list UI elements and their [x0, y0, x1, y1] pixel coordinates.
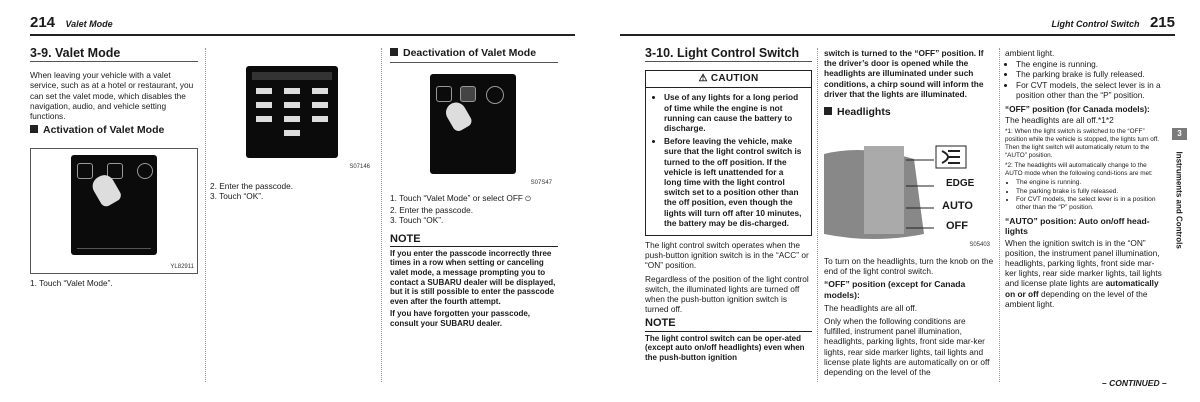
column-2-lower	[824, 256, 994, 380]
column-divider	[999, 48, 1000, 382]
left-page	[0, 0, 590, 402]
deactivation-step-3: 3. Touch “OK”.	[390, 215, 444, 226]
caution-item: • Before leaving the vehicle, make sure that the light control switch is turned to the off position. If the vehicle is left unattended for a long time with the light control switch set to a position other than the off position, even though the lights will turn off after 10 minutes, the battery may be dis-charged.	[664, 136, 803, 228]
off-position-heading: “OFF” position (except for Canada models):	[824, 279, 966, 300]
column-3	[390, 48, 558, 67]
note-text: The light control switch can be oper-ated (except auto on/off headlights) even when the push-button ignition	[645, 331, 812, 363]
page-header-left	[30, 14, 575, 36]
headlights-heading: Headlights	[824, 107, 994, 117]
body-paragraph-2: Regardless of the position of the light control switch, the illuminated lights are turned off when the push-button ignition switch is turned off.	[645, 273, 809, 315]
right-page	[610, 0, 1200, 402]
off-button-icon	[486, 86, 504, 104]
auto-position-text: When the ignition switch is in the “ON” position, the instrument panel illumination, headlights, parking lights, front side mar-ker lights, rear side marker lights, tail lights and license plate lights are automatically on or off depending on the level of the ambient light.	[1005, 237, 1162, 309]
off-position-text: The headlights are all off.	[824, 302, 918, 313]
warning-triangle-icon: ⚠	[698, 73, 708, 85]
column-1	[30, 48, 198, 139]
footnote-1: *1: When the light switch is switched to the “OFF” position while the vehicle is stopped, the lights turn off. Then the light switch will automatically return to the “AUTO” position.	[1005, 128, 1160, 160]
caution-body	[646, 88, 811, 235]
column-divider	[817, 48, 818, 382]
deactivation-heading: Deactivation of Valet Mode	[390, 48, 558, 63]
continued-marker: – CONTINUED –	[1102, 378, 1167, 388]
column-divider	[205, 48, 206, 382]
figure-valet-mode-screen	[30, 148, 198, 274]
page-header-right	[620, 14, 1175, 36]
screen-bottom-bar	[77, 248, 151, 249]
steps-2-3	[210, 181, 374, 201]
chapter-title: 3-10. Light Control Switch	[645, 48, 812, 62]
figure-code: S05403	[969, 242, 990, 248]
condition-item: • For CVT models, the select lever is in a position other than the “P” position.	[1016, 80, 1163, 100]
figure-passcode-screen	[210, 48, 374, 170]
square-bullet-icon	[30, 125, 38, 133]
condition-item: • The engine is running.	[1016, 59, 1163, 69]
passcode-keypad	[256, 88, 328, 148]
column-divider	[381, 48, 382, 382]
ambient-light-lead: ambient light.	[1005, 48, 1055, 58]
off-canada-heading: “OFF” position (for Canada models):	[1005, 104, 1150, 115]
caution-item: • Use of any lights for a long period of time while the engine is not running can cause the battery to discharge.	[664, 92, 803, 133]
footnote-condition: • The parking brake is fully released.	[1016, 188, 1163, 196]
off-position-conditions: Only when the following conditions are fulfilled, instrument panel illumination, headlights, parking lights, front side mar-ker lights, rear side marker lights, tail lights and license plate lights are automatically on or off depending on the level of the	[824, 316, 990, 378]
power-icon: ⏻	[525, 196, 531, 203]
headlights-paragraph: To turn on the headlights, turn the knob on the end of the light control switch.	[824, 256, 994, 277]
valet-button-icon	[460, 86, 476, 102]
column-2	[824, 48, 994, 121]
chapter-tab: 3	[1172, 128, 1187, 140]
deactivation-steps	[390, 193, 558, 332]
passcode-display	[246, 66, 338, 158]
square-bullet-icon	[824, 107, 832, 115]
switch-label-auto: AUTO	[942, 200, 973, 212]
column-3	[1005, 48, 1163, 312]
switch-label-off: OFF	[946, 220, 968, 232]
figure-code: S07146	[349, 164, 370, 170]
step-2: 2. Enter the passcode.	[210, 181, 294, 191]
chapter-side-label: Instruments and Controls	[1174, 151, 1184, 249]
hand-pointer-icon	[442, 99, 473, 133]
square-bullet-icon	[390, 48, 398, 56]
section-title: Valet Mode	[65, 19, 113, 29]
switch-label-parking: EDGE	[946, 178, 975, 189]
off-canada-text: The headlights are all off.*1*2	[1005, 115, 1114, 126]
deactivation-step-2: 2. Enter the passcode.	[390, 205, 474, 216]
auto-position-heading: “AUTO” position: Auto on/off head-lights	[1005, 216, 1150, 237]
section-title: Light Control Switch	[1051, 19, 1140, 29]
footnote-condition: • The engine is running.	[1016, 179, 1163, 187]
display-screen	[71, 155, 157, 255]
switch-knob	[864, 146, 904, 234]
column-1	[645, 48, 812, 365]
page-number: 215	[1149, 14, 1175, 31]
menu-button-icon	[77, 163, 93, 179]
caution-header: ⚠ CAUTION	[646, 71, 811, 88]
chapter-title: 3-9. Valet Mode	[30, 48, 198, 62]
page-number: 214	[30, 14, 56, 31]
footnote-2: *2: The headlights will automatically change to the AUTO mode when the following condi-tions are met:	[1005, 162, 1153, 178]
note-heading: NOTE	[645, 317, 676, 330]
activation-heading: Activation of Valet Mode	[30, 125, 198, 135]
light-switch-illustration	[824, 134, 994, 250]
figure-code: S07S47	[530, 180, 552, 186]
body-paragraph-1: The light control switch operates when the push-button ignition switch is in the “ACC” or “ON” position.	[645, 240, 809, 271]
step-1: 1. Touch “Valet Mode”.	[30, 278, 113, 288]
figure-code: YL82911	[170, 264, 194, 270]
note-heading: NOTE	[390, 232, 421, 245]
menu-button-icon	[436, 86, 452, 102]
deactivation-step-1: 1. Touch “Valet Mode” or select OFF ⏻	[390, 193, 531, 203]
footnote-condition: • For CVT models, the select lever is in a position other than the “P” position.	[1016, 196, 1163, 212]
figure-deactivation-screen	[390, 68, 556, 186]
note-paragraph-2: If you have forgotten your passcode, consult your SUBARU dealer.	[390, 309, 531, 328]
passcode-title-bar	[252, 72, 332, 80]
note-paragraph-1: If you enter the passcode incorrectly three times in a row when setting or canceling valet mode, a message prompting you to contact a SUBARU dealer will be displayed, but it is still possible to enter the passcode even after the fourth attempt.	[390, 246, 558, 307]
caution-box	[645, 70, 812, 236]
condition-item: • The parking brake is fully released.	[1016, 69, 1163, 79]
display-screen	[430, 74, 516, 174]
step-3: 3. Touch “OK”.	[210, 191, 264, 202]
figure-light-switch	[824, 134, 994, 250]
settings-button-icon	[137, 163, 153, 179]
note-continued: switch is turned to the “OFF” position. If the driver’s door is opened while the headlights are illuminated under such conditions, a chirp sound will inform the driver that the lights are illuminated.	[824, 48, 984, 99]
intro-text: When leaving your vehicle with a valet service, such as at a hotel or restaurant, you can set the valet mode, which disables the navigation, audio, and vehicle setting functions.	[30, 70, 194, 122]
